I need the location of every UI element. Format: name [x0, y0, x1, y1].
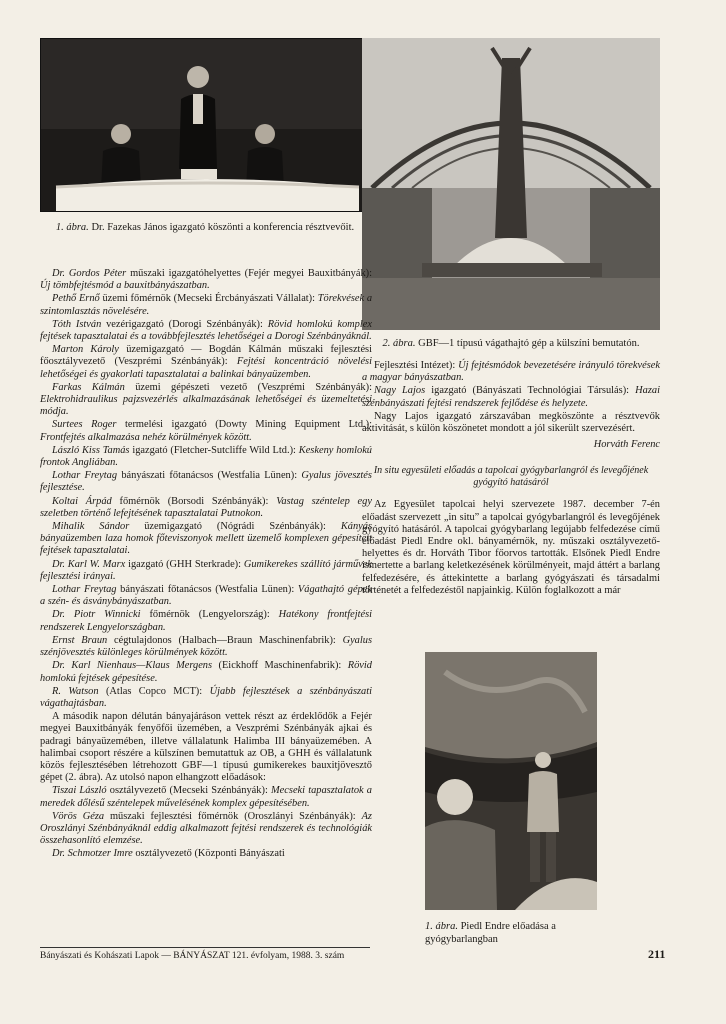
- lecture-title: Új fejtésmódok bevezetésére irányuló törekvések a magyar bányászatban.: [362, 360, 660, 384]
- lecture-entry: [40, 521, 372, 558]
- speaker-name: Tiszai László: [52, 785, 107, 797]
- lecture-title: Elektrohidraulikus pajzsvezérlés alkalmazásának lehetőségei és üzemeltetési módja.: [40, 394, 372, 418]
- lecture-entry: [40, 686, 372, 710]
- speaker-name: Dr. Karl W. Marx: [52, 558, 126, 570]
- speaker-role: bányászati főtanácsos (Westfalia Lünen):: [121, 470, 298, 482]
- speaker-name: Vörös Géza: [52, 810, 105, 822]
- photo-cave-lecture: [425, 652, 597, 910]
- lecture-title: Vágathajtó gépek a szén- és ásványbányászatban.: [40, 584, 373, 608]
- lecture-entry: [40, 419, 372, 443]
- lecture-entry: [40, 293, 372, 317]
- lecture-entry: [40, 811, 372, 848]
- lecture-title: Új tömbfejtésmód a bauxitbányászatban.: [40, 280, 210, 292]
- caption-text: Dr. Fazekas János igazgató köszönti a konferencia résztvevőit.: [91, 222, 355, 233]
- speaker-role: Fejlesztési Intézet):: [374, 360, 456, 371]
- speaker-name: Dr. Gordos Péter: [52, 268, 127, 279]
- lecture-list-continued: [362, 360, 660, 410]
- lecture-title: Törekvések a szintomlasztás növelésére.: [40, 293, 373, 317]
- speaker-name: R. Watson: [52, 685, 99, 697]
- lecture-entry: [40, 496, 372, 520]
- lecture-entry: [40, 344, 372, 381]
- speaker-name: Dr. Schmotzer Imre: [52, 848, 133, 860]
- lecture-entry: [362, 360, 660, 384]
- lecture-entry: [40, 609, 372, 633]
- speaker-name: Mihalik Sándor: [52, 521, 130, 533]
- figure-3-caption: [425, 920, 625, 946]
- speaker-role: osztályvezető (Központi Bányászati: [135, 848, 285, 860]
- speaker-name: Lothar Freytag: [52, 470, 118, 482]
- speaker-role: főmérnök (Lengyelország):: [149, 609, 270, 621]
- left-column: [40, 268, 372, 862]
- figure-2-caption: [362, 337, 660, 350]
- lecture-title: Rövid homlokú komplex fejtések tapasztalatai és a továbbfejlesztés lehetőségei a Dorogi Szénbányáknál.: [40, 318, 372, 343]
- speaker-role: (Eickhoff Maschinenfabrik):: [218, 660, 342, 672]
- lecture-entry: [40, 382, 372, 419]
- speaker-role: üzemigazgató (Nógrádi Szénbányák):: [144, 521, 326, 533]
- lecture-entry: [40, 584, 372, 608]
- figure-number: 2. ábra.: [382, 338, 416, 349]
- speaker-name: Tóth István: [52, 318, 102, 330]
- lecture-title: Keskeny homlokú frontok Angliában.: [40, 444, 372, 469]
- speaker-name: Koltai Árpád: [52, 495, 112, 507]
- speaker-role: műszaki igazgatóhelyettes (Fejér megyei Bauxitbányák):: [130, 268, 372, 279]
- paragraph-excursion: A második napon délután bányajáráson vettek részt az érdeklődők a Fejér megyei Bauxitbányák fenyőfői üzemében, a Veszprémi Szénbányák ajkai és padragi bányaüzemében, illetve vállalatunk Halimba III bányaüzemében. A halimbai csoport részére a külszínen bemutattuk az OB, a GHH és vállalatunk közös fejlesztésében létrehozott GBF—1 típusú gumikerekes bauxitjövesztő gépet (2. ábra). Az utolsó napon elhangzott előadások:: [40, 711, 372, 784]
- speaker-name: Dr. Piotr Winnicki: [52, 609, 141, 621]
- speaker-name: Ernst Braun: [52, 634, 108, 646]
- page-number: 211: [648, 947, 666, 961]
- speaker-name: Pethő Ernő: [52, 293, 100, 305]
- lecture-title: Hazai szénbányászati fejtési rendszerek fejlődése és helyzete.: [362, 385, 660, 409]
- lecture-title: Gumikerekes szállító járművek fejlesztési irányai.: [40, 558, 372, 582]
- lecture-list: [40, 268, 372, 710]
- speaker-role: főmérnök (Borsodi Szénbányák):: [119, 495, 269, 507]
- lecture-entry: [40, 445, 372, 469]
- speaker-role: igazgató (Bányászati Technológiai Társulás):: [431, 385, 630, 397]
- caption-text: GBF—1 típusú vágathajtó gép a külszíni bemutatón.: [418, 338, 640, 349]
- lecture-title: Gyalus jövesztés fejlesztése.: [40, 470, 372, 494]
- lecture-title: Kányás bányaüzemben laza homok főteviszonyok mellett üzemelő komplexen gépesített fejtések tapasztalatai.: [40, 521, 373, 557]
- lecture-entry: [40, 635, 372, 659]
- speaker-role: termelési igazgató (Dowty Mining Equipment Ltd.):: [124, 419, 372, 431]
- speaker-role: igazgató (GHH Sterkrade):: [128, 558, 242, 570]
- speaker-name: Marton Károly: [52, 344, 119, 356]
- lecture-entry: [40, 319, 372, 343]
- lecture-entry: [40, 848, 372, 860]
- speaker-name: Lothar Freytag: [52, 584, 117, 596]
- speaker-name: László Kiss Tamás: [52, 444, 130, 456]
- lecture-title: Hatékony frontfejtési rendszerek Lengyelországban.: [40, 609, 373, 633]
- lecture-title: Frontfejtés alkalmazása nehéz körülmények között.: [40, 431, 252, 443]
- lecture-title: Vastag széntelep egy szeletben történő lefejtésének tapasztalatai Putnokon.: [40, 495, 372, 519]
- lecture-entry: [40, 660, 372, 684]
- speaker-role: igazgató (Fletcher-Sutcliffe Wild Ltd.):: [132, 444, 296, 456]
- right-column: [362, 360, 660, 598]
- lecture-title: Rövid homlokú fejtések gépesítése.: [40, 660, 372, 684]
- figure-1-caption: [40, 221, 370, 234]
- lecture-entry: [362, 385, 660, 409]
- speaker-name: Dr. Karl Nienhaus—Klaus Mergens: [52, 660, 213, 672]
- lecture-entry: [40, 470, 372, 494]
- speaker-role: osztályvezető (Mecseki Szénbányák):: [109, 785, 268, 797]
- speaker-role: vezérigazgató (Dorogi Szénbányák):: [106, 318, 263, 330]
- lecture-title: Az Oroszlányi Szénbányáknál eddig alkalmazott fejtési rendszerek és technológiák összehasonlító elemzése.: [40, 810, 372, 847]
- lecture-title: Mecseki tapasztalatok a meredek dőlésű széntelepek művelésének komplex gépesítésében.: [40, 785, 372, 809]
- speaker-name: Surtees Roger: [52, 419, 117, 431]
- lecture-entry: [40, 268, 372, 292]
- figure-number: 1. ábra.: [55, 222, 89, 233]
- speaker-role: műszaki fejlesztési főmérnök (Oroszlányi Szénbányák):: [109, 810, 356, 822]
- page-footer: Bányászati és Kohászati Lapok — BÁNYÁSZAT 121. évfolyam, 1988. 3. szám: [40, 947, 370, 961]
- lecture-entry: [40, 785, 372, 809]
- speaker-role: üzemi főmérnök (Mecseki Ércbányászati Vállalat):: [102, 293, 316, 305]
- lecture-title: Gyalus szénjövesztés különleges körülmények között.: [40, 634, 372, 659]
- speaker-name: Nagy Lajos: [374, 385, 426, 397]
- speaker-name: Farkas Kálmán: [52, 381, 125, 393]
- lecture-title: Újabb fejlesztések a szénbányászati vágathajtásban.: [40, 685, 372, 709]
- section-title: In situ egyesületi előadás a tapolcai gyógybarlangról és levegőjének gyógyító hatásáról: [373, 465, 649, 489]
- section-paragraph: Az Egyesület tapolcai helyi szervezete 1987. december 7-én előadást szervezett „in situ” a tapolcai gyógybarlangról és levegőjének gyógyító hatásáról. A tapolcai gyógybarlang legújabb felfedezése című előadást Piedl Endre okl. bányamérnök, ny. műszaki osztályvezető-helyettes és dr. Horváth Tibor főorvos tartották. Elsőnek Piedl Endre ismertette a barlang keletkezésének körülményeit, majd áttért a barlang felfedezésére, és áttekintette a barlang gyógyászati és társadalmi történetét a felfedezéstől napjainkig. Külön foglalkozott a már: [362, 499, 660, 596]
- speaker-role: cégtulajdonos (Halbach—Braun Maschinenfabrik):: [114, 634, 336, 646]
- closing-paragraph: Nagy Lajos igazgató zárszavában megköszönte a résztvevők aktivitását, s külön köszönetet mondott a jól sikerült szervezésért.: [362, 410, 660, 435]
- photo-machine: [362, 38, 660, 330]
- lecture-list-day3: [40, 785, 372, 860]
- speaker-role: üzemi gépészeti vezető (Veszprémi Szénbányák):: [135, 381, 372, 393]
- speaker-role: bányászati főtanácsos (Westfalia Lünen):: [120, 584, 295, 596]
- lecture-entry: [40, 559, 372, 583]
- figure-number: 1. ábra.: [425, 921, 458, 932]
- speaker-role: (Atlas Copco MCT):: [105, 685, 203, 697]
- speaker-role: üzemigazgató — Bogdán Kálmán műszaki fejlesztési főosztályvezető (Veszprémi Szénbányák):: [40, 344, 372, 368]
- caption-text: Piedl Endre előadása a gyógybarlangban: [425, 921, 556, 945]
- lecture-title: Fejtési koncentráció növelési lehetőségei és gyakorlati tapasztalatai a balinkai bányaüzemben.: [40, 356, 372, 380]
- author-signature: Horváth Ferenc: [593, 439, 660, 451]
- photo-conference: [40, 38, 372, 212]
